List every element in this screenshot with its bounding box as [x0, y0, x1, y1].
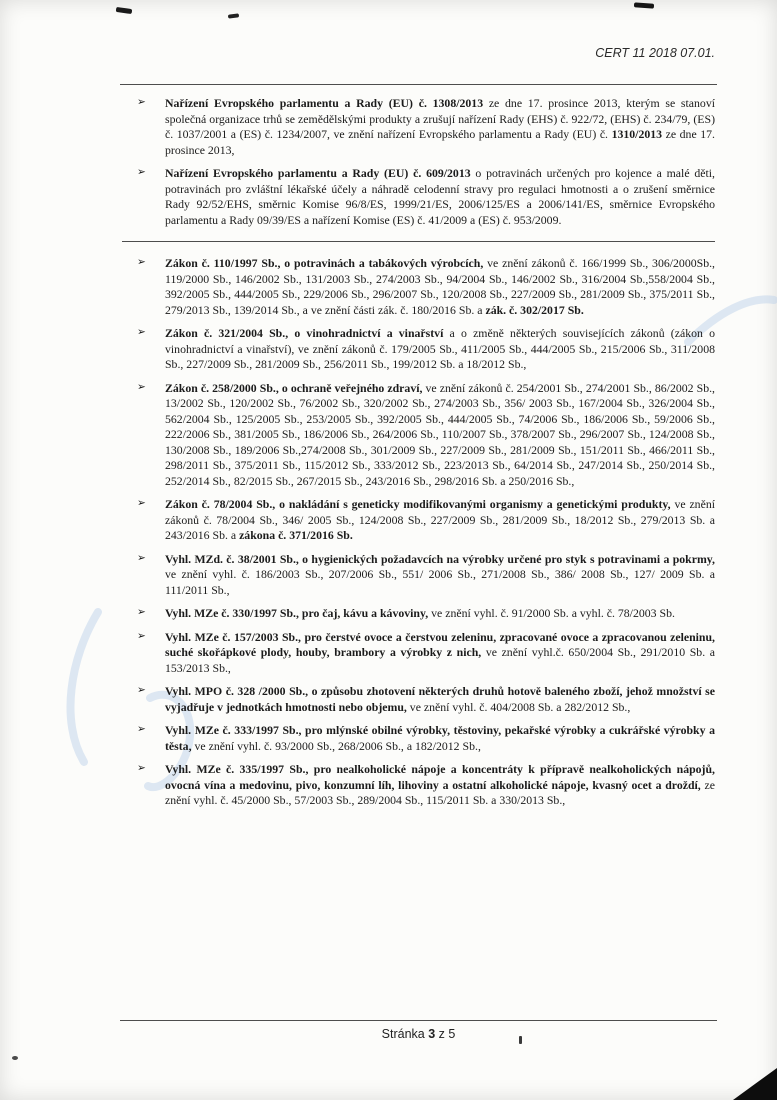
regulation-text	[165, 256, 715, 317]
regulation-item	[122, 762, 715, 809]
document-footer	[120, 1020, 717, 1041]
regulation-title: Vyhl. MZe č. 335/1997 Sb., pro nealkoholické nápoje a koncentráty k přípravě nealkoholických nápojů, ovocná vína a medovinu, pivo, konzumní líh, lihoviny a ostatní alkoholické nápoje, kvasný ocet a droždí,	[165, 762, 715, 792]
regulation-amendments: ve znění zákonů č. 166/1999 Sb., 306/2000Sb., 119/2000 Sb., 146/2002 Sb., 131/2003 Sb., 274/2003 Sb., 94/2004 Sb., 146/2002 Sb., 316/2004 Sb.,558/2004 Sb., 392/2005 Sb., 444/2005 Sb., 229/2006 Sb., 296/2007 Sb., 120/2008 Sb., 227/2009 Sb., 281/2009 Sb., 375/2011 Sb., 279/2013 Sb., 139/2014 Sb., a ve znění části zák. č. 180/2016 Sb. a	[165, 256, 715, 317]
regulation-title: Vyhl. MZe č. 330/1997 Sb., pro čaj, kávu a kávoviny,	[165, 606, 429, 620]
arrow-bullet-icon: ➢	[137, 497, 146, 509]
page-number-label	[120, 1027, 717, 1041]
regulation-amendments: ve znění vyhl. č. 404/2008 Sb. a 282/2012 Sb.,	[406, 699, 631, 714]
regulation-amendments: a o změně některých souvisejících zákonů (zákon o vinohradnictví a vinařství), ve znění zákonů č. 179/2005 Sb., 411/2005 Sb., 444/2005 Sb., 215/2006 Sb., 311/2008 Sb., 227/2009 Sb., 281/2009 Sb., 256/2011 Sb., 199/2012 Sb. a 18/2012 Sb.,	[165, 326, 715, 371]
regulation-text	[165, 326, 715, 371]
arrow-bullet-icon: ➢	[137, 551, 146, 564]
regulation-title: Vyhl. MPO č. 328 /2000 Sb., o způsobu zhotovení některých druhů hotově baleného zboží, jehož množství se vyjadřuje v jednotkách hmotnosti nebo objemu,	[165, 684, 715, 714]
regulation-text	[165, 723, 715, 753]
regulation-title: Nařízení Evropského parlamentu a Rady (EU) č. 609/2013	[165, 166, 471, 180]
scan-artifact	[634, 2, 654, 8]
scan-artifact	[519, 1036, 522, 1044]
regulation-title: Vyhl. MZd. č. 38/2001 Sb., o hygienických požadavcích na výrobky určené pro styk s potravinami a pokrmy,	[165, 551, 715, 566]
page-label-prefix: Stránka	[381, 1027, 429, 1041]
national-regulation-list	[122, 256, 715, 809]
regulation-text	[165, 381, 715, 488]
regulation-item	[122, 606, 715, 622]
regulation-text	[165, 497, 715, 542]
regulation-text	[165, 166, 715, 227]
regulation-title: Zákon č. 110/1997 Sb., o potravinách a tabákových výrobcích,	[165, 256, 484, 270]
regulation-title: Zákon č. 78/2004 Sb., o nakládání s geneticky modifikovanými organismy a genetickými produkty,	[165, 497, 671, 511]
regulation-item	[122, 166, 715, 228]
regulation-title: Vyhl. MZe č. 333/1997 Sb., pro mlýnské obilné výrobky, těstoviny, pekařské výrobky a cukrářské výrobky a těsta,	[165, 723, 715, 753]
regulation-amendments: ze dne 17. prosince 2013, kterým se stanoví společná organizace trhů se zemědělskými produkty a zrušují nařízení Rady (EHS) č. 922/72, (EHS) č. 234/79, (ES) č. 1037/2001 a (ES) č. 1234/2007, ve znění nařízení Evropského parlamentu a Rady (EU) č.	[165, 96, 715, 141]
regulation-text	[165, 762, 715, 807]
regulation-amendments: ve znění vyhl. č. 91/2000 Sb. a vyhl. č. 78/2003 Sb.	[428, 606, 675, 620]
section-separator-rule	[122, 241, 715, 242]
regulation-text	[165, 630, 715, 675]
regulation-amendments: ve znění vyhl.č. 650/2004 Sb., 291/2010 Sb. a 153/2013 Sb.,	[165, 645, 715, 675]
regulation-title: Zákon č. 321/2004 Sb., o vinohradnictví a vinařství	[165, 326, 444, 340]
document-header	[122, 46, 715, 60]
regulation-item	[122, 552, 715, 599]
arrow-bullet-icon: ➢	[137, 684, 146, 696]
arrow-bullet-icon: ➢	[137, 256, 146, 268]
regulation-item	[122, 497, 715, 544]
regulation-text	[165, 96, 715, 157]
arrow-bullet-icon: ➢	[137, 96, 146, 108]
scan-artifact	[228, 13, 239, 18]
arrow-bullet-icon: ➢	[137, 723, 146, 735]
footer-rule	[120, 1020, 717, 1021]
document-body	[122, 96, 715, 1014]
regulation-title: zák. č. 302/2017 Sb.	[485, 302, 584, 317]
scan-artifact	[116, 7, 133, 14]
regulation-title: Zákon č. 258/2000 Sb., o ochraně veřejného zdraví,	[165, 380, 423, 395]
regulation-amendments: ve znění vyhl. č. 186/2003 Sb., 207/2006 Sb., 551/ 2006 Sb., 271/2008 Sb., 386/ 2008 Sb., 127/ 2009 Sb. a 111/2011 Sb.,	[165, 567, 715, 597]
scan-artifact-corner	[733, 1068, 777, 1100]
regulation-item	[122, 630, 715, 677]
regulation-amendments: ze znění vyhl. č. 45/2000 Sb., 57/2003 Sb., 289/2004 Sb., 115/2011 Sb. a 330/2013 Sb.,	[165, 777, 715, 807]
regulation-text	[165, 684, 715, 714]
regulation-title: 1310/2013	[611, 127, 663, 141]
arrow-bullet-icon: ➢	[137, 606, 146, 618]
regulation-item	[122, 381, 715, 490]
header-rule	[120, 84, 717, 85]
arrow-bullet-icon: ➢	[137, 326, 146, 338]
eu-regulation-list	[122, 96, 715, 228]
regulation-amendments: ve znění vyhl. č. 93/2000 Sb., 268/2006 Sb., a 182/2012 Sb.,	[191, 738, 481, 753]
arrow-bullet-icon: ➢	[137, 166, 146, 178]
regulation-title: Vyhl. MZe č. 157/2003 Sb., pro čerstvé ovoce a čerstvou zeleninu, zpracované ovoce a zpracovanou zeleninu, suché skořápkové plody, houby, brambory a výrobky z nich,	[165, 629, 715, 659]
regulation-item	[122, 684, 715, 715]
regulation-item	[122, 326, 715, 373]
regulation-amendments: o potravinách určených pro kojence a malé děti, potravinách pro zvláštní lékařské účely a náhradě celodenní stravy pro regulaci hmotnosti a o zrušení směrnice Rady 92/52/EHS, směrnic Komise 96/8/ES, 1999/21/ES, 2006/125/ES a 2006/141/ES, směrnice Evropského parlamentu a Rady 09/39/ES a nařízení Komise (ES) č. 41/2009 a (ES) č. 953/2009.	[165, 166, 715, 227]
cert-label: CERT 11 2018 07.01.	[595, 46, 715, 60]
regulation-title: zákona č. 371/2016 Sb.	[239, 528, 353, 542]
arrow-bullet-icon: ➢	[137, 629, 146, 642]
scan-artifact	[12, 1056, 18, 1060]
regulation-title: Nařízení Evropského parlamentu a Rady (EU) č. 1308/2013	[165, 96, 484, 110]
regulation-item	[122, 256, 715, 318]
regulation-text	[165, 606, 675, 620]
page-number: 3	[428, 1027, 436, 1041]
arrow-bullet-icon: ➢	[137, 762, 146, 774]
regulation-item	[122, 96, 715, 158]
regulation-amendments: ze dne 17. prosince 2013,	[165, 127, 715, 157]
regulation-amendments: ve znění zákonů č. 78/2004 Sb., 346/ 2005 Sb., 124/2008 Sb., 227/2009 Sb., 281/2009 Sb., 18/2012 Sb., 279/2013 Sb. a 243/2016 Sb. a	[165, 497, 715, 542]
arrow-bullet-icon: ➢	[137, 380, 146, 393]
watermark-stroke	[70, 612, 98, 762]
page-label-suffix: z 5	[435, 1027, 456, 1041]
regulation-text	[165, 552, 715, 597]
regulation-amendments: ve znění zákonů č. 254/2001 Sb., 274/2001 Sb., 86/2002 Sb., 13/2002 Sb., 120/2002 Sb., 76/2002 Sb., 320/2002 Sb., 274/2003 Sb., 356/ 2003 Sb., 167/2004 Sb., 326/2004 Sb., 562/2004 Sb., 125/2005 Sb., 253/2005 Sb., 392/2005 Sb., 444/2005 Sb., 74/2006 Sb., 186/2006 Sb., 59/2006 Sb., 222/2006 Sb., 381/2005 Sb., 186/2006 Sb., 264/2006 Sb., 110/2007 Sb., 378/2007 Sb., 296/2007 Sb., 124/2008 Sb., 130/2008 Sb., 189/2006 Sb.,274/2008 Sb., 301/2009 Sb., 227/2009 Sb., 281/2009 Sb., 151/2011 Sb., 466/2011 Sb., 298/2011 Sb., 375/2011 Sb., 115/2012 Sb., 333/2012 Sb., 223/2013 Sb., 64/2014 Sb., 247/2014 Sb., 250/2014 Sb., 252/2014 Sb., 82/2015 Sb., 267/2015 Sb., 243/2016 Sb., 298/2016 Sb. a 250/2016 Sb.,	[165, 380, 715, 488]
regulation-item	[122, 723, 715, 754]
